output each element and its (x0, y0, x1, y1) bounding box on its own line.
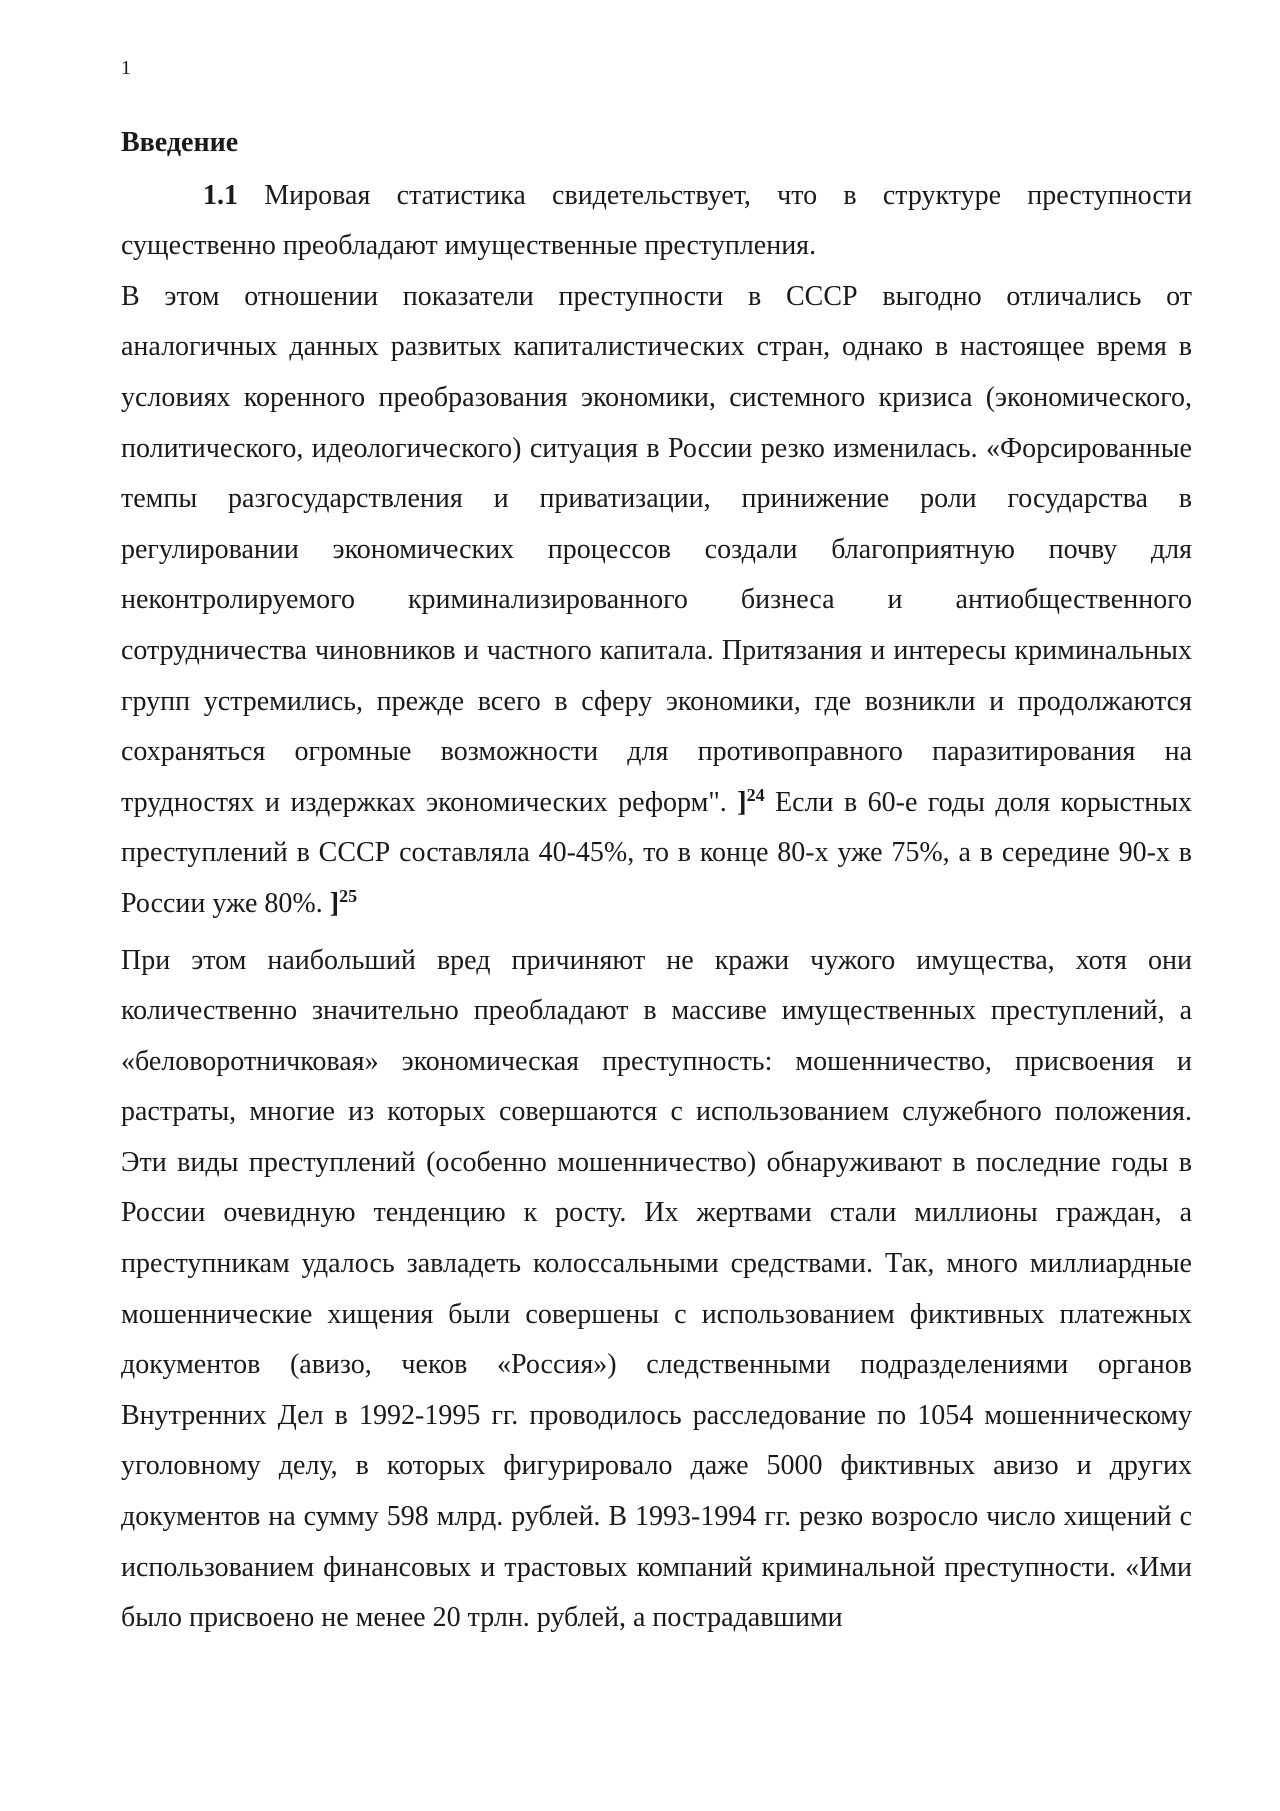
section-number: 1.1 (203, 179, 238, 211)
paragraph-ussr-text: В этом отношении показатели преступности в СССР выгодно отличались от аналогичных данных развитых капиталистических стран, однако в настоящее время в условиях коренного преобразования экономики, системного кризиса (экономического, политического, идеологического) ситуация в России резко изменилась. «Форсированные темпы разгосударствления и приватизации, принижение роли государства в регулировании экономических процессов создали благоприятную почву для неконтролируемого криминализированного бизнеса и антиобщественного сотрудничества чиновников и частного капитала. Притязания и интересы криминальных групп устремились, прежде всего в сферу экономики, где возникли и продолжаются сохраняться огромные возможности для противоправного паразитирования на трудностях и издержках экономических реформ". (121, 280, 1192, 818)
footnote-reference-24: ]$^{24}$ (737, 784, 765, 818)
paragraph-intro-text: Мировая статистика свидетельствует, что в структуре преступности существенно преобладают имущественные преступления. (121, 179, 1193, 262)
footnote-reference-25: ]$^{25}$ (329, 885, 358, 919)
section-heading: Введение (121, 127, 239, 158)
page-number: 1 (121, 57, 131, 79)
paragraph-ussr-comparison (121, 272, 1192, 930)
paragraph-intro (121, 171, 1192, 272)
paragraph-statistics-text: Если в 60-е годы доля корыстных преступлений в СССР составляла 40-45%, то в конце 80-х уже 75%, а в середине 90-х в России уже 80%. (121, 786, 1193, 919)
paragraph-fraud: При этом наибольший вред причиняют не кражи чужого имущества, хотя они количественно значительно преобладают в массиве имущественных преступлений, а «беловоротничковая» экономическая преступность: мошенничество, присвоения и растраты, многие из которых совершаются с использованием служебного положения. Эти виды преступлений (особенно мошенничество) обнаруживают в последние годы в России очевидную тенденцию к росту. Их жертвами стали миллионы граждан, а преступникам удалось завладеть колоссальными средствами. Так, много миллиардные мошеннические хищения были совершены с использованием фиктивных платежных документов (авизо, чеков «Россия») следственными подразделениями органов Внутренних Дел в 1992-1995 гг. проводилось расследование по 1054 мошенническому уголовному делу, в которых фигурировало даже 5000 фиктивных авизо и других документов на сумму 598 млрд. рублей. В 1993-1994 гг. резко возросло число хищений с использованием финансовых и трастовых компаний криминальной преступности. «Ими было присвоено не менее 20 трлн. рублей, а пострадавшими (121, 944, 1192, 1634)
document-body (121, 118, 1192, 1644)
